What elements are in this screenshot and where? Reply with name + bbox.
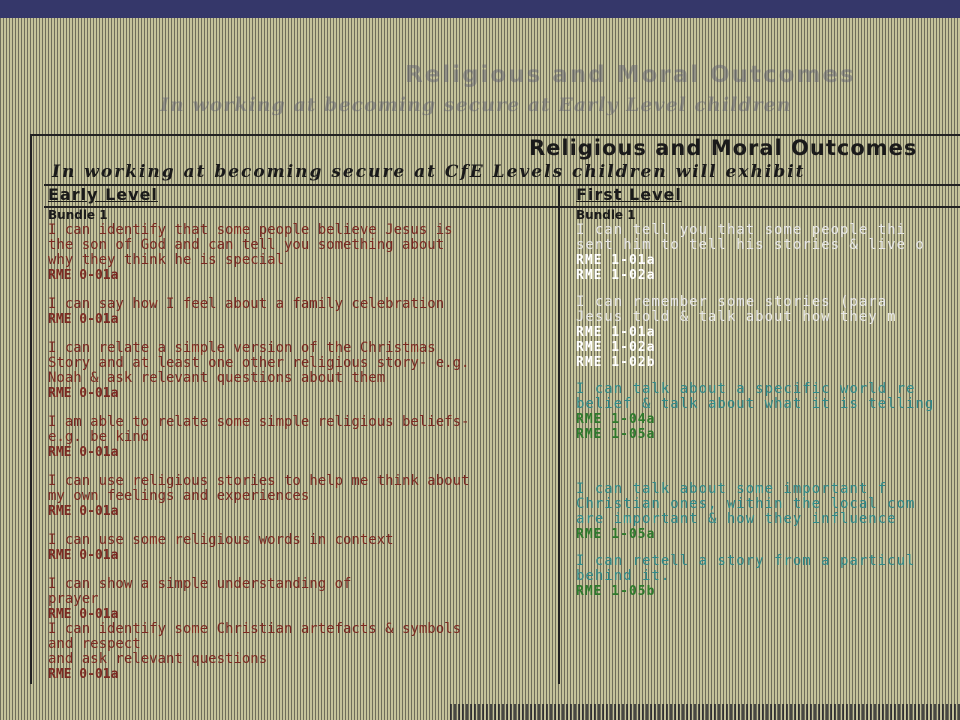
first-bundle-label: Bundle 1 bbox=[576, 208, 636, 222]
outcome-statement: I can talk about some important f Christian ones, within the local com are important & how they influence bbox=[576, 481, 916, 527]
early-level-heading: Early Level bbox=[48, 185, 158, 204]
outcome-code: RME 1-02a bbox=[576, 268, 656, 283]
first-level-column bbox=[576, 183, 960, 611]
outcome-code: RME 0-01a bbox=[48, 607, 119, 622]
first-level-heading: First Level bbox=[576, 185, 682, 204]
outcome-code: RME 0-01a bbox=[48, 548, 119, 563]
outcome-statement: I can identify some Christian artefacts & symbols and respect and ask relevant questions bbox=[48, 621, 462, 667]
outcome-item bbox=[48, 577, 558, 622]
outcome-code: RME 0-01a bbox=[48, 504, 119, 519]
outcome-item bbox=[576, 382, 960, 442]
early-level-column bbox=[48, 183, 558, 684]
early-outcomes-list bbox=[48, 223, 558, 682]
outcome-item bbox=[48, 415, 558, 460]
outcome-code: RME 1-01a bbox=[576, 325, 656, 340]
outcome-item bbox=[576, 482, 960, 542]
outcome-code: RME 0-01a bbox=[48, 268, 119, 283]
outcome-item bbox=[576, 295, 960, 370]
outcome-statement: I can use some religious words in context bbox=[48, 532, 394, 548]
bottom-edge-artifact bbox=[450, 704, 960, 720]
outcome-code: RME 0-01a bbox=[48, 445, 119, 460]
outcome-item bbox=[48, 223, 558, 283]
outcome-statement: I can say how I feel about a family celebration bbox=[48, 296, 445, 312]
outcome-statement: I can retell a story from a particul behind it. bbox=[576, 553, 916, 584]
outcome-code: RME 1-05b bbox=[576, 584, 656, 599]
outcome-item bbox=[48, 474, 558, 519]
background-slide-title: Religious and Moral Outcomes bbox=[405, 62, 856, 88]
column-divider bbox=[558, 184, 560, 684]
outcome-statement: I can use religious stories to help me think about my own feelings and experiences bbox=[48, 473, 470, 504]
outcome-statement: I can identify that some people believe Jesus is the son of God and can tell you something about why they think he is special bbox=[48, 222, 453, 268]
outcome-code: RME 0-01a bbox=[48, 386, 119, 401]
outcome-code: RME 1-02a bbox=[576, 340, 656, 355]
outcome-statement: I am able to relate some simple religious beliefs- e.g. be kind bbox=[48, 414, 470, 445]
document-title: Religious and Moral Outcomes bbox=[529, 136, 918, 160]
outcome-item bbox=[48, 341, 558, 401]
outcome-item bbox=[576, 223, 960, 283]
outcome-code: RME 0-01a bbox=[48, 667, 119, 682]
outcome-statement: I can show a simple understanding of prayer bbox=[48, 576, 352, 607]
outcome-item bbox=[48, 622, 558, 682]
outcome-code: RME 1-05a bbox=[576, 427, 656, 442]
top-bar bbox=[0, 0, 960, 18]
outcome-statement: I can relate a simple version of the Christmas Story and at least one other religious story- e.g. Noah & ask relevant questions about them bbox=[48, 340, 470, 386]
first-outcomes-list bbox=[576, 223, 960, 599]
outcome-code: RME 1-04a bbox=[576, 412, 656, 427]
outcome-item bbox=[48, 297, 558, 327]
document-subtitle: In working at becoming secure at CfE Levels children will exhibit bbox=[52, 162, 806, 182]
outcomes-document bbox=[30, 134, 960, 684]
outcome-code: RME 1-01a bbox=[576, 253, 656, 268]
background-slide-subtitle: In working at becoming secure at Early Level children bbox=[160, 94, 792, 116]
outcome-code: RME 1-02b bbox=[576, 355, 656, 370]
outcome-code: RME 0-01a bbox=[48, 312, 119, 327]
outcome-statement: I can talk about a specific world re belief & talk about what it is telling bbox=[576, 381, 935, 412]
outcome-code: RME 1-05a bbox=[576, 527, 656, 542]
outcome-statement: I can tell you that some people thi sent him to tell his stories & live o bbox=[576, 222, 925, 253]
outcome-item bbox=[48, 533, 558, 563]
outcome-item bbox=[576, 554, 960, 599]
early-bundle-label: Bundle 1 bbox=[48, 208, 108, 222]
outcome-statement: I can remember some stories (para Jesus told & talk about how they m bbox=[576, 294, 897, 325]
